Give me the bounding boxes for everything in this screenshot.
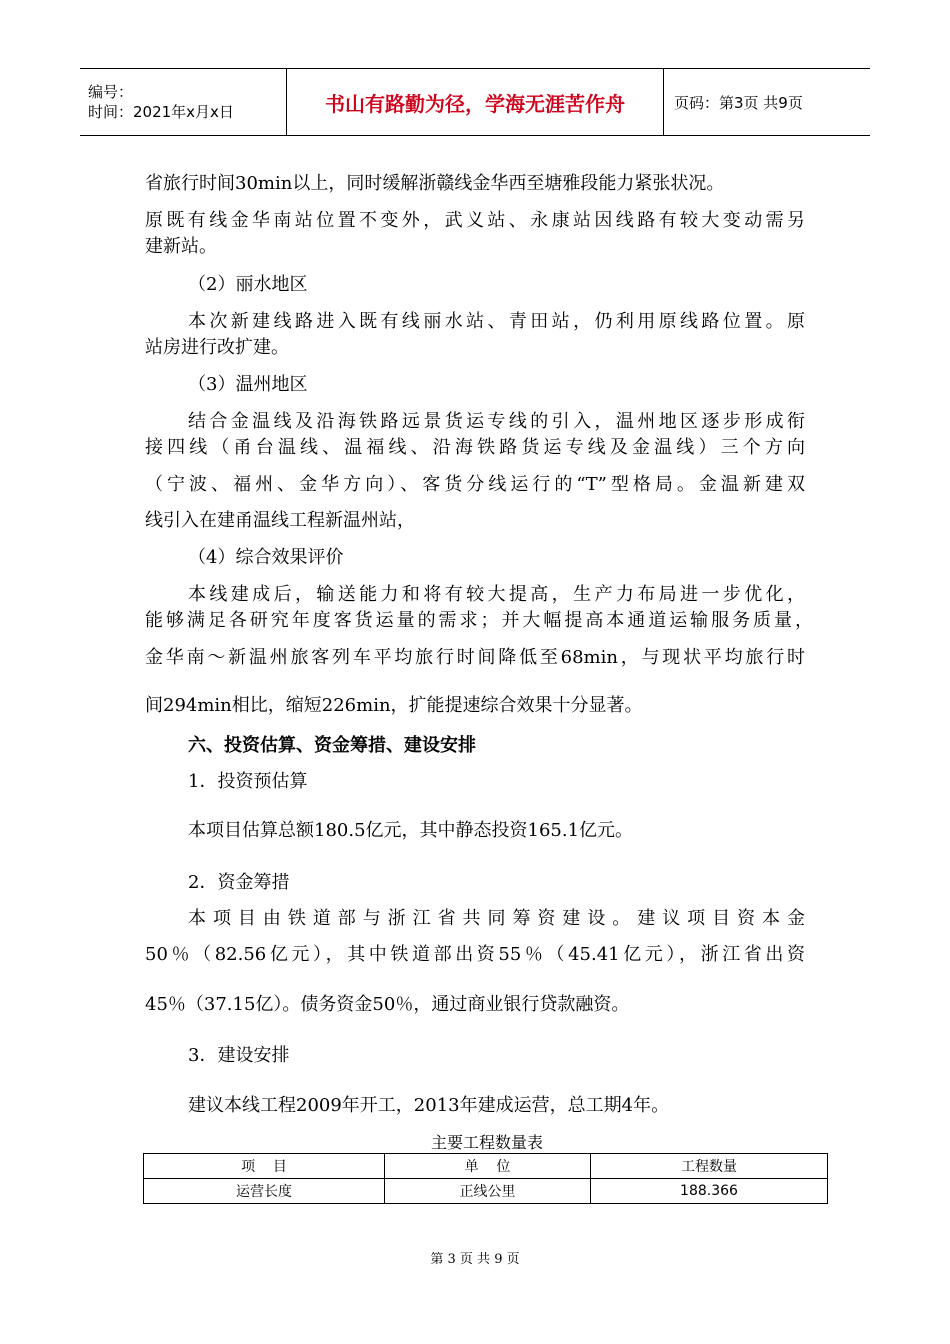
section-heading: （4）综合效果评价 bbox=[188, 547, 344, 568]
section-heading: 3．建设安排 bbox=[188, 1045, 290, 1066]
body-line: 站房进行改扩建。 bbox=[145, 337, 289, 358]
document-number-label: 编号： bbox=[88, 83, 134, 101]
table-caption: 主要工程数量表 bbox=[430, 1133, 543, 1152]
header-meta bbox=[80, 69, 287, 136]
body-line: 原既有线金华南站位置不变外，武义站、永康站因线路有较大变动需另 bbox=[145, 210, 805, 231]
section-heading: （2）丽水地区 bbox=[188, 274, 308, 295]
body-line: 本线建成后，输送能力和将有较大提高，生产力布局进一步优化， bbox=[188, 584, 805, 605]
header-motto: 书山有路勤为径，学海无涯苦作舟 bbox=[287, 69, 664, 136]
body-line: 省旅行时间30min以上，同时缓解浙赣线金华西至塘雅段能力紧张状况。 bbox=[145, 173, 725, 194]
section-heading: （3）温州地区 bbox=[188, 374, 308, 395]
body-line: 45％（37.15亿）。债务资金50％，通过商业银行贷款融资。 bbox=[145, 994, 630, 1015]
table-header-row bbox=[144, 1154, 828, 1179]
body-line: （宁波、福州、金华方向）、客货分线运行的“T”型格局。金温新建双 bbox=[145, 474, 805, 495]
chapter-heading: 六、投资估算、资金筹措、建设安排 bbox=[188, 735, 476, 756]
body-line: 本次新建线路进入既有线丽水站、青田站，仍利用原线路位置。原 bbox=[188, 311, 805, 332]
body-line: 本项目估算总额180.5亿元，其中静态投资165.1亿元。 bbox=[188, 820, 634, 841]
quantity-table bbox=[143, 1153, 828, 1204]
table-header-cell: 单 位 bbox=[385, 1154, 591, 1179]
body-line: 建新站。 bbox=[145, 236, 217, 257]
body-line: 间294min相比，缩短226min，扩能提速综合效果十分显著。 bbox=[145, 695, 643, 716]
body-line: 本项目由铁道部与浙江省共同筹资建设。建议项目资本金 bbox=[188, 908, 805, 929]
table-cell: 运营长度 bbox=[144, 1179, 385, 1204]
body-line: 结合金温线及沿海铁路远景货运专线的引入，温州地区逐步形成衔 bbox=[188, 411, 805, 432]
body-line: 50％（82.56亿元），其中铁道部出资55％（45.41亿元），浙江省出资 bbox=[145, 944, 805, 965]
header-page-label: 页码：第3页 共9页 bbox=[664, 69, 871, 136]
table-cell: 188.366 bbox=[591, 1179, 828, 1204]
table-header-cell: 项 目 bbox=[144, 1154, 385, 1179]
table-row bbox=[144, 1179, 828, 1204]
page-header bbox=[80, 68, 870, 136]
body-line: 能够满足各研究年度客货运量的需求；并大幅提高本通道运输服务质量， bbox=[145, 610, 813, 631]
section-heading: 2．资金筹措 bbox=[188, 872, 290, 893]
table-header-cell: 工程数量 bbox=[591, 1154, 828, 1179]
page-footer: 第 3 页 共 9 页 bbox=[430, 1252, 520, 1267]
body-line: 金华南～新温州旅客列车平均旅行时间降低至68min，与现状平均旅行时 bbox=[145, 647, 805, 668]
section-heading: 1．投资预估算 bbox=[188, 771, 308, 792]
body-line: 接四线（甬台温线、温福线、沿海铁路货运专线及金温线）三个方向 bbox=[145, 437, 805, 458]
body-line: 线引入在建甬温线工程新温州站， bbox=[145, 510, 415, 531]
table-cell: 正线公里 bbox=[385, 1179, 591, 1204]
document-time-label: 时间：2021年x月x日 bbox=[88, 103, 234, 121]
body-line: 建议本线工程2009年开工，2013年建成运营，总工期4年。 bbox=[188, 1095, 670, 1116]
